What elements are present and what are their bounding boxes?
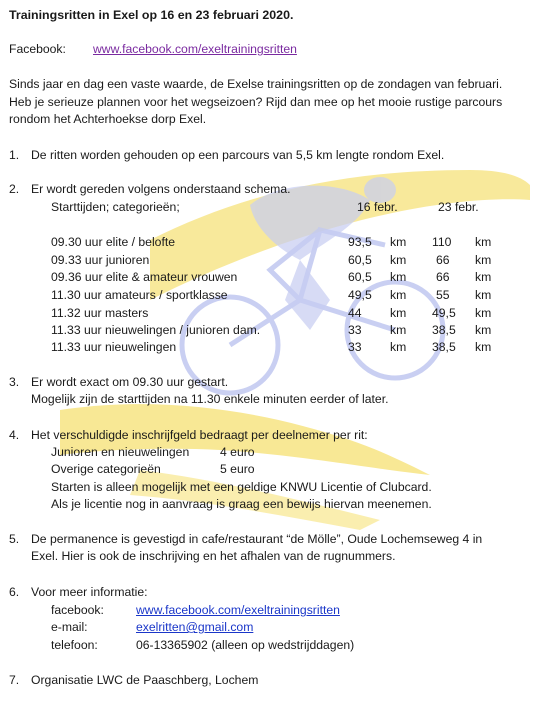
- intro-line-3: rondom het Achterhoekse dorp Exel.: [9, 112, 207, 126]
- item-7-text: Organisatie LWC de Paaschberg, Lochem: [31, 673, 259, 687]
- row-unit-2: km: [475, 253, 492, 267]
- row-unit-1: km: [390, 288, 407, 302]
- schedule-header-label: Starttijden; categorieën;: [51, 200, 180, 214]
- row-category: 11.33 uur nieuwelingen: [51, 340, 177, 354]
- item-6-text: Voor meer informatie:: [31, 585, 148, 599]
- item-number: 6.: [9, 585, 20, 599]
- fee-label: Junioren en nieuwelingen: [51, 445, 190, 459]
- row-distance-2: 38,5: [432, 323, 456, 337]
- row-unit-2: km: [475, 235, 492, 249]
- row-unit-1: km: [390, 306, 407, 320]
- row-distance-1: 33: [348, 323, 362, 337]
- item-5-line-1: De permanence is gevestigd in cafe/restaurant “de Mölle”, Oude Lochemseweg 4 in: [31, 532, 483, 546]
- row-unit-1: km: [390, 253, 407, 267]
- row-distance-1: 93,5: [348, 235, 372, 249]
- row-category: 09.30 uur elite / belofte: [51, 235, 175, 249]
- fee-label: Overige categorieën: [51, 462, 161, 476]
- row-distance-1: 60,5: [348, 270, 372, 284]
- row-distance-2: 55: [436, 288, 450, 302]
- row-unit-1: km: [390, 340, 407, 354]
- item-number: 7.: [9, 673, 20, 687]
- facebook-link[interactable]: www.facebook.com/exeltrainingsritten: [93, 42, 297, 56]
- row-unit-1: km: [390, 235, 407, 249]
- item-3-line-1: Er wordt exact om 09.30 uur gestart.: [31, 375, 229, 389]
- schedule-header-date-2: 23 febr.: [438, 200, 479, 214]
- schedule-header-date-1: 16 febr.: [357, 200, 398, 214]
- row-unit-2: km: [475, 340, 492, 354]
- row-category: 09.36 uur elite & amateur vrouwen: [51, 270, 238, 284]
- contact-facebook-label: facebook:: [51, 603, 104, 617]
- fee-amount: 5 euro: [220, 462, 255, 476]
- row-distance-1: 44: [348, 306, 362, 320]
- item-number: 4.: [9, 428, 20, 442]
- contact-email-link[interactable]: exelritten@gmail.com: [136, 620, 254, 634]
- item-4-text: Het verschuldigde inschrijfgeld bedraagt per deelnemer per rit:: [31, 428, 368, 442]
- row-unit-2: km: [475, 306, 492, 320]
- row-unit-2: km: [475, 270, 492, 284]
- row-distance-1: 60,5: [348, 253, 372, 267]
- fee-amount: 4 euro: [220, 445, 255, 459]
- row-unit-2: km: [475, 288, 492, 302]
- row-distance-1: 49,5: [348, 288, 372, 302]
- row-distance-2: 110: [432, 235, 452, 249]
- row-category: 11.33 uur nieuwelingen / junioren dam.: [51, 323, 261, 337]
- item-5-line-2: Exel. Hier is ook de inschrijving en het afhalen van de rugnummers.: [31, 549, 396, 563]
- row-distance-1: 33: [348, 340, 362, 354]
- item-number: 1.: [9, 148, 20, 162]
- item-1-text: De ritten worden gehouden op een parcours van 5,5 km lengte rondom Exel.: [31, 148, 445, 162]
- row-distance-2: 38,5: [432, 340, 456, 354]
- contact-email-label: e-mail:: [51, 620, 88, 634]
- contact-phone-value: 06-13365902 (alleen op wedstrijddagen): [136, 638, 355, 652]
- row-unit-1: km: [390, 323, 407, 337]
- row-unit-2: km: [475, 323, 492, 337]
- row-distance-2: 66: [436, 253, 450, 267]
- intro-line-2: Heb je serieuze plannen voor het wegseizoen? Rijd dan mee op het mooie rustige parcours: [9, 95, 503, 109]
- item-4-line-2: Als je licentie nog in aanvraag is graag een bewijs hiervan meenemen.: [51, 497, 432, 511]
- contact-facebook-link[interactable]: www.facebook.com/exeltrainingsritten: [136, 603, 340, 617]
- row-distance-2: 66: [436, 270, 450, 284]
- row-category: 11.30 uur amateurs / sportklasse: [51, 288, 228, 302]
- item-3-line-2: Mogelijk zijn de starttijden na 11.30 enkele minuten eerder of later.: [31, 392, 389, 406]
- contact-phone-label: telefoon:: [51, 638, 98, 652]
- intro-line-1: Sinds jaar en dag een vaste waarde, de Exelse trainingsritten op de zondagen van februari.: [9, 77, 503, 91]
- item-number: 5.: [9, 532, 20, 546]
- item-number: 2.: [9, 182, 20, 196]
- row-unit-1: km: [390, 270, 407, 284]
- item-2-text: Er wordt gereden volgens onderstaand schema.: [31, 182, 291, 196]
- row-category: 11.32 uur masters: [51, 306, 149, 320]
- row-category: 09.33 uur junioren: [51, 253, 150, 267]
- item-number: 3.: [9, 375, 20, 389]
- item-4-line-1: Starten is alleen mogelijk met een geldige KNWU Licentie of Clubcard.: [51, 480, 432, 494]
- page-title: Trainingsritten in Exel op 16 en 23 februari 2020.: [9, 8, 294, 22]
- row-distance-2: 49,5: [432, 306, 456, 320]
- facebook-label: Facebook:: [9, 42, 66, 56]
